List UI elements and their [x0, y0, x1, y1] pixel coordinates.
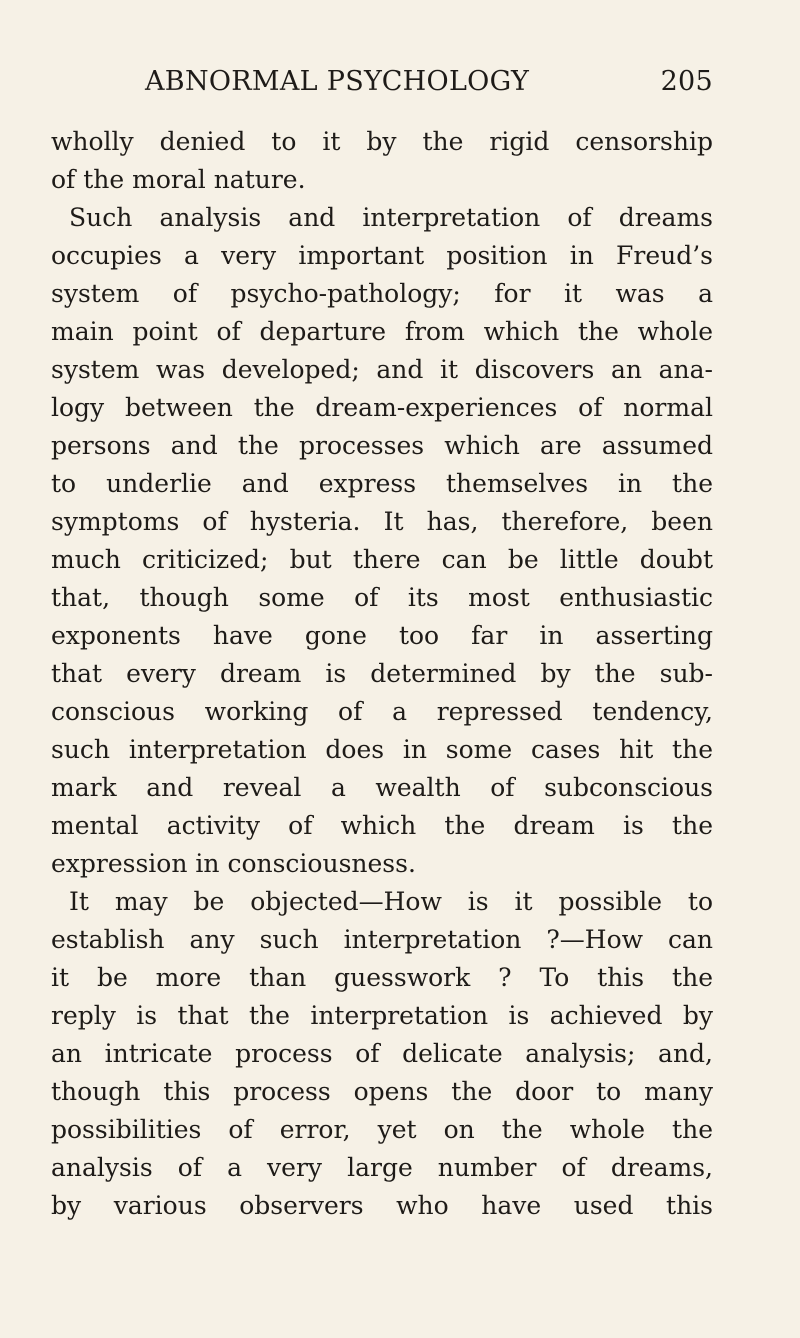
text-line: mental activity of which the dream is the: [51, 811, 713, 840]
text-line: by various observers who have used this: [51, 1191, 713, 1220]
text-line: Such analysis and interpretation of dreams: [69, 203, 713, 232]
text-line: to underlie and express themselves in the: [51, 469, 713, 498]
page-number: 205: [660, 66, 713, 97]
text-line: main point of departure from which the whole: [51, 317, 713, 346]
text-line: system was developed; and it discovers an ana-: [51, 355, 713, 384]
text-line: that, though some of its most enthusiastic: [51, 583, 713, 612]
text-line: occupies a very important position in Freud’s: [51, 241, 713, 270]
text-line: system of psycho-pathology; for it was a: [51, 279, 713, 308]
text-line: reply is that the interpretation is achieved by: [51, 1001, 713, 1030]
body-text: [51, 123, 713, 1225]
running-title: ABNORMAL PSYCHOLOGY: [145, 66, 530, 97]
text-line: possibilities of error, yet on the whole the: [51, 1115, 713, 1144]
text-line: expression in consciousness.: [51, 849, 416, 878]
text-line: mark and reveal a wealth of subconscious: [51, 773, 713, 802]
text-line: it be more than guesswork ? To this the: [51, 963, 713, 992]
text-line: an intricate process of delicate analysis; and,: [51, 1039, 713, 1068]
text-line: that every dream is determined by the sub-: [51, 659, 713, 688]
text-line: It may be objected—How is it possible to: [69, 887, 713, 916]
text-line: exponents have gone too far in asserting: [51, 621, 713, 650]
text-line: of the moral nature.: [51, 165, 306, 194]
text-line: much criticized; but there can be little doubt: [51, 545, 713, 574]
text-line: logy between the dream-experiences of normal: [51, 393, 713, 422]
text-line: wholly denied to it by the rigid censorship: [51, 127, 713, 156]
text-line: analysis of a very large number of dreams,: [51, 1153, 713, 1182]
running-header: [145, 66, 713, 106]
text-line: though this process opens the door to many: [51, 1077, 713, 1106]
text-line: conscious working of a repressed tendency,: [51, 697, 713, 726]
text-line: symptoms of hysteria. It has, therefore, been: [51, 507, 713, 536]
text-line: establish any such interpretation ?—How can: [51, 925, 713, 954]
text-line: such interpretation does in some cases hit the: [51, 735, 713, 764]
text-line: persons and the processes which are assumed: [51, 431, 713, 460]
